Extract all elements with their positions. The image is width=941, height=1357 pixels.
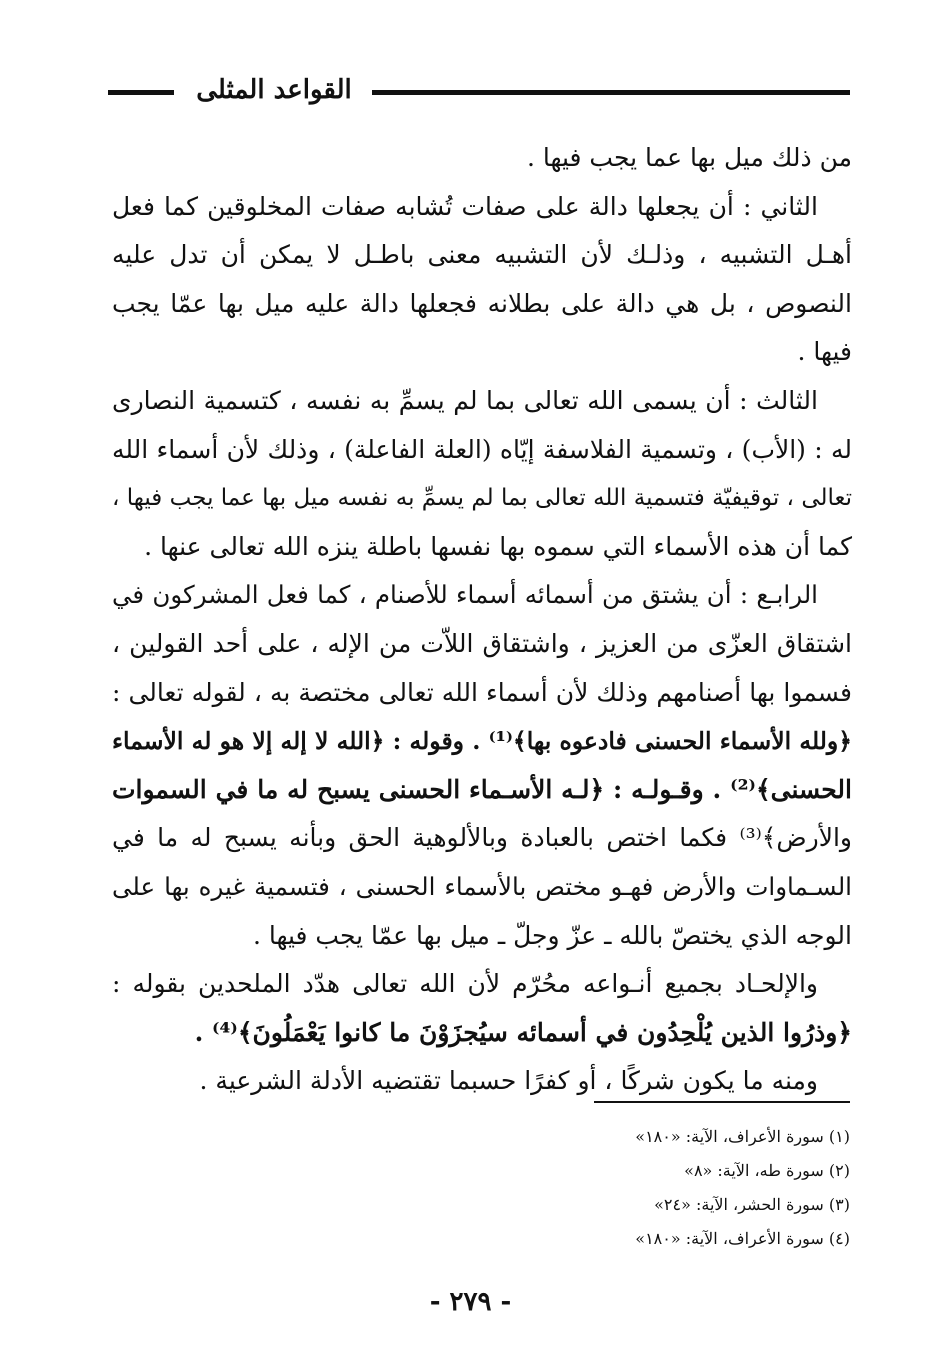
quran-verse-line: الحسنى﴾⁽²⁾ . وقـولـه : ﴿لـه الأسـماء الحسنى يسبح له ما في السموات xyxy=(112,774,852,804)
footnote: (٣) سورة الحشر، الآية: «٢٤» xyxy=(654,1195,850,1214)
body-text xyxy=(112,134,852,1106)
footnote: (٤) سورة الأعراف، الآية: «١٨٠» xyxy=(635,1229,850,1248)
text-line: السـماوات والأرض فهـو مختص بالأسماء الحسنى ، فتسمية غيره بها على xyxy=(112,871,852,901)
footnotes xyxy=(450,1120,850,1256)
text-line: اشتقاق العزّى من العزيز ، واشتقاق اللاّت من الإله ، على أحد القولين ، xyxy=(112,628,852,658)
text-line: الوجه الذي يختصّ بالله ـ عزّ وجلّ ـ ميل بها عمّا يجب فيها . xyxy=(252,920,852,950)
footnote: (٢) سورة طه، الآية: «٨» xyxy=(684,1161,850,1180)
quran-verse-line: ﴿وذرُوا الذين يُلْحِدُون في أسمائه سيُجزَوْنَ ما كانوا يَعْمَلُونَ﴾⁽⁴⁾ . xyxy=(194,1017,852,1047)
text-line: فيها . xyxy=(797,337,852,367)
text-line: ومنه ما يكون شركًا ، أو كفرًا حسبما تقتضيه الأدلة الشرعية . xyxy=(199,1066,818,1096)
page-number: - ٢٧٩ - xyxy=(429,1287,512,1317)
footnote-separator xyxy=(594,1101,850,1103)
text-line: تعالى ، توقيفيّة فتسمية الله تعالى بما لم يسمِّ به نفسه ميل بها عما يجب فيها ، xyxy=(112,485,852,512)
text-line: الثاني : أن يجعلها دالة على صفات تُشابه صفات المخلوقين كما فعل xyxy=(112,191,818,221)
text-line: أهـل التشبيه ، وذلـك لأن التشبيه معنى باطـل لا يمكن أن تدل عليه xyxy=(112,240,852,270)
quran-verse-line: ﴿ولله الأسماء الحسنى فادعوه بها﴾⁽¹⁾ . وقوله : ﴿الله لا إله إلا هو له الأسماء xyxy=(112,727,852,756)
text-line: من ذلك ميل بها عما يجب فيها . xyxy=(526,143,852,172)
text-line: الثالث : أن يسمى الله تعالى بما لم يسمِّ به نفسه ، كتسمية النصارى xyxy=(112,385,818,415)
text-line: كما أن هذه الأسماء التي سموه بها نفسها باطلة ينزه الله تعالى عنها . xyxy=(144,531,852,561)
text-line: النصوص ، بل هي دالة على بطلانه فجعلها دالة عليه ميل بها عمّا يجب xyxy=(112,288,852,318)
running-header-title: القواعد المثلى xyxy=(196,75,352,105)
footnote: (١) سورة الأعراف، الآية: «١٨٠» xyxy=(635,1127,850,1146)
text-line: والأرض﴾⁽³⁾ فكما اختص بالعبادة وبالألوهية الحق وبأنه يسبح له ما في xyxy=(112,823,852,853)
text-line: فسموا بها أصنامهم وذلك لأن أسماء الله تعالى مختصة به ، لقوله تعالى : xyxy=(112,677,852,707)
text-line: له : (الأب) ، وتسمية الفلاسفة إيّاه (العلة الفاعلة) ، وذلك لأن أسماء الله xyxy=(112,434,852,464)
text-line: الرابـع : أن يشتق من أسمائه أسماء للأصنام ، كما فعل المشركون في xyxy=(112,580,818,610)
text-line: والإلحـاد بجميع أنـواعه محُرّم لأن الله تعالى هدّد الملحدين بقوله : xyxy=(112,969,818,999)
header-rule-right xyxy=(372,90,850,95)
header-rule-left xyxy=(108,90,174,95)
